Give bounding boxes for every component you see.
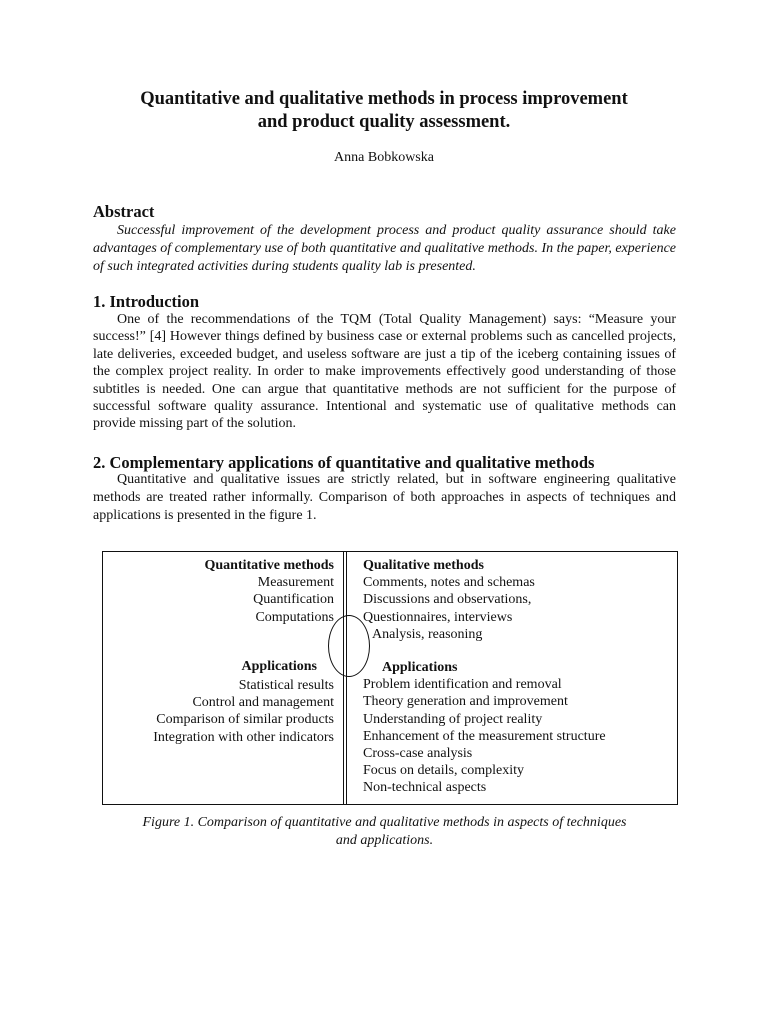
title-line-1: Quantitative and qualitative methods in process improvement	[140, 89, 628, 109]
right-app-item: Cross-case analysis	[363, 746, 473, 762]
left-applications-heading: Applications	[241, 659, 317, 674]
figure-right-applications	[363, 659, 606, 797]
left-item: Quantification	[253, 592, 334, 608]
introduction-text: One of the recommendations of the TQM (Total Quality Management) says: “Measure your success!” [4] However things defined by business case or external problems such as cancelled projects, late deliveries, exceeded budget, and useless software are just a tip of the iceberg containing issues of the complex project reality. In order to make improvements effectively good understanding of those subtitles is needed. One can argue that quantitative methods are not sufficient for the purpose of successful software quality assurance. Intentional and systematic use of qualitative methods can provide missing part of the solution.	[93, 312, 676, 432]
figure-right-methods	[363, 557, 535, 643]
figure-divider	[343, 551, 347, 805]
left-heading: Quantitative methods	[204, 558, 334, 573]
right-app-item: Problem identification and removal	[363, 677, 562, 693]
section2-text: Quantitative and qualitative issues are strictly related, but in software engineering qualitative methods are treated rather informally. Comparison of both approaches in aspects of techniques and applications is presented in the figure 1.	[93, 472, 676, 523]
section2-heading: 2. Complementary applications of quantitative and qualitative methods	[93, 453, 595, 472]
left-item: Computations	[255, 609, 334, 625]
left-item: Measurement	[257, 575, 334, 591]
left-app-item: Statistical results	[238, 678, 334, 693]
author-name: Anna Bobkowska	[334, 150, 434, 165]
left-app-item: Comparison of similar products	[156, 712, 334, 728]
right-app-item: Understanding of project reality	[363, 711, 543, 727]
left-app-item: Integration with other indicators	[153, 729, 334, 745]
figure-left-methods	[205, 557, 335, 626]
caption-line-1: Figure 1. Comparison of quantitative and qualitative methods in aspects of techniques	[142, 815, 627, 830]
introduction-heading: 1. Introduction	[93, 292, 200, 311]
right-item: Analysis, reasoning	[372, 626, 483, 642]
right-applications-heading: Applications	[382, 660, 458, 675]
right-heading: Qualitative methods	[363, 558, 484, 573]
right-app-item: Enhancement of the measurement structure	[363, 728, 606, 744]
left-app-item: Control and management	[192, 695, 334, 711]
right-app-item: Focus on details, complexity	[363, 763, 524, 779]
figure-left-applications	[153, 677, 334, 746]
paper-title	[60, 88, 708, 134]
right-app-item: Non-technical aspects	[363, 780, 487, 796]
abstract-heading: Abstract	[93, 202, 155, 221]
caption-line-2: and applications.	[335, 833, 434, 848]
right-app-item: Theory generation and improvement	[363, 694, 568, 710]
figure-caption	[93, 814, 676, 850]
title-line-2: and product quality assessment.	[257, 112, 511, 132]
right-item: Discussions and observations,	[363, 592, 532, 608]
right-item: Comments, notes and schemas	[363, 575, 535, 591]
abstract-text: Successful improvement of the development process and product quality assurance should take advantages of complementary use of both quantitative and qualitative methods. In the paper, experience of such integrated activities during students quality lab is presented.	[93, 223, 676, 274]
right-item: Questionnaires, interviews	[363, 609, 513, 625]
